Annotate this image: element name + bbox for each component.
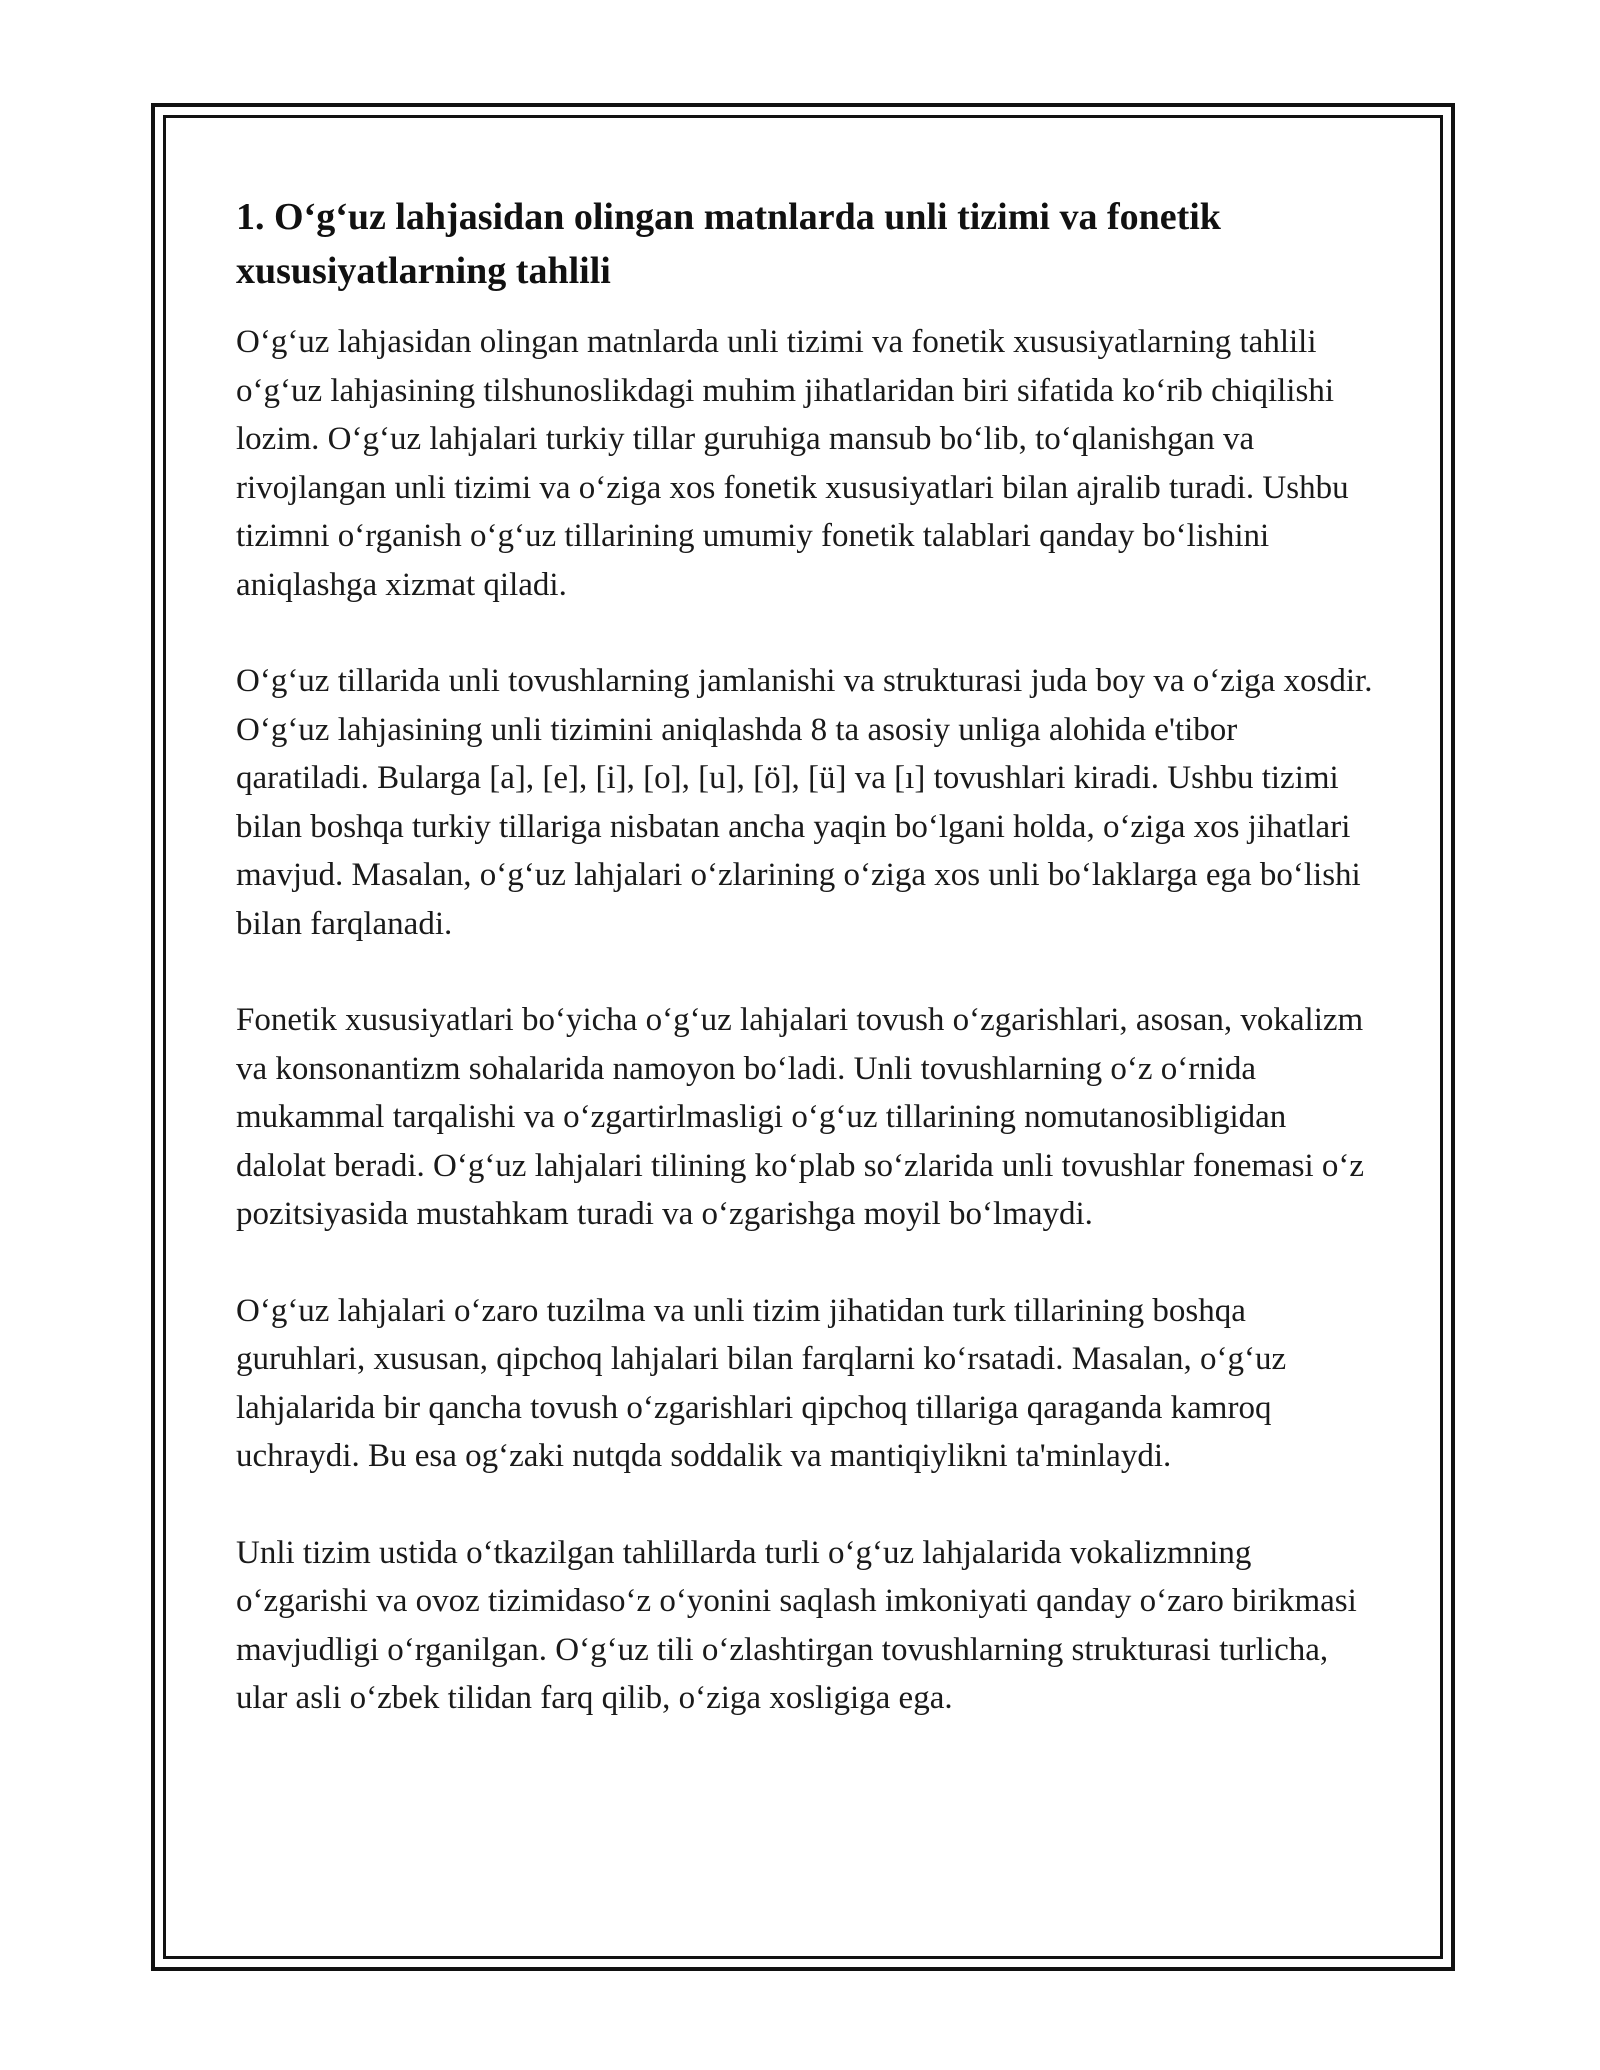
paragraph-3: Fonetik xususiyatlari bo‘yicha o‘g‘uz lahjalari tovush o‘zgarishlari, asosan, vokalizm va konsonantizm sohalarida namoyon bo‘ladi. Unli tovushlarning o‘z o‘rnida mukammal tarqalishi va o‘zgartirlmasligi o‘g‘uz tillarining nomutanosibligidan dalolat beradi. O‘g‘uz lahjalari tilining ko‘plab so‘zlarida unli tovushlar fonemasi o‘z pozitsiyasida mustahkam turadi va o‘zgarishga moyil bo‘lmaydi. bbox=[236, 1002, 1365, 1232]
paragraph-5: Unli tizim ustida o‘tkazilgan tahlillarda turli o‘g‘uz lahjalarida vokalizmning o‘zgarishi va ovoz tizimidaso‘z o‘yonini saqlash imkoniyati qanday o‘zaro birikmasi mavjudligi o‘rganilgan. O‘g‘uz tili o‘zlashtirgan tovushlarning strukturasi turlicha, ular asli o‘zbek tilidan farq qilib, o‘ziga xosligiga ega. bbox=[236, 1534, 1357, 1716]
paragraph-4: O‘g‘uz lahjalari o‘zaro tuzilma va unli tizim jihatidan turk tillarining boshqa guruhlari, xususan, qipchoq lahjalari bilan farqlarni ko‘rsatadi. Masalan, o‘g‘uz lahjalarida bir qancha tovush o‘zgarishlari qipchoq tillariga qaraganda kamroq uchraydi. Bu esa og‘zaki nutqda soddalik va mantiqiylikni ta'minlaydi. bbox=[236, 1292, 1287, 1474]
section-heading: 1. O‘g‘uz lahjasidan olingan matnlarda unli tizimi va fonetik xususiyatlarning tahlili bbox=[236, 196, 1221, 292]
paragraph-1: O‘g‘uz lahjasidan olingan matnlarda unli tizimi va fonetik xususiyatlarning tahlili o‘g‘uz lahjasining tilshunoslikdagi muhim jihatlaridan biri sifatida ko‘rib chiqilishi lozim. O‘g‘uz lahjalari turkiy tillar guruhiga mansub bo‘lib, to‘qlanishgan va rivojlangan unli tizimi va o‘ziga xos fonetik xususiyatlari bilan ajralib turadi. Ushbu tizimni o‘rganish o‘g‘uz tillarining umumiy fonetik talablari qanday bo‘lishini aniqlashga xizmat qiladi. bbox=[236, 324, 1349, 603]
paragraph-2: O‘g‘uz tillarida unli tovushlarning jamlanishi va strukturasi juda boy va o‘ziga xosdir. O‘g‘uz lahjasining unli tizimini aniqlashda 8 ta asosiy unliga alohida e'tibor qaratiladi. Bularga [a], [e], [i], [o], [u], [ö], [ü] va [ı] tovushlari kiradi. Ushbu tizimi bilan boshqa turkiy tillariga nisbatan ancha yaqin bo‘lgani holda, o‘ziga xos jihatlari mavjud. Masalan, o‘g‘uz lahjalari o‘zlarining o‘ziga xos unli bo‘laklarga ega bo‘lishi bilan farqlanadi. bbox=[236, 663, 1373, 942]
document-body bbox=[236, 190, 1376, 1771]
